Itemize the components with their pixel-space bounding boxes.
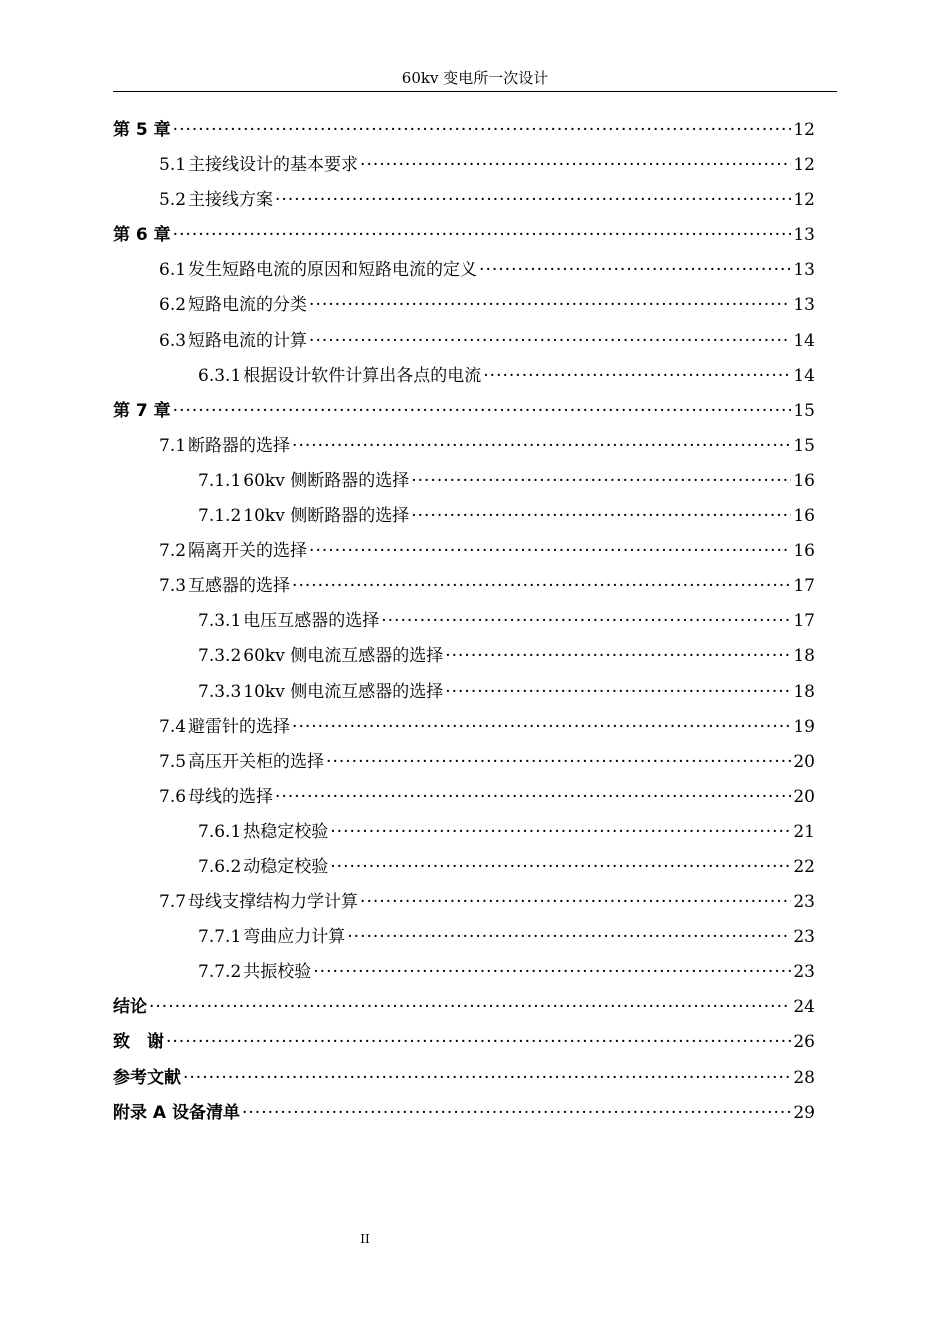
toc-entry-page: 15	[793, 400, 815, 421]
toc-entry-page: 20	[793, 786, 815, 807]
toc-entry[interactable]	[113, 815, 815, 850]
toc-entry[interactable]	[113, 639, 815, 674]
dot-leader	[149, 990, 791, 1025]
toc-entry-number: 7.7.2	[198, 962, 242, 983]
toc-entry-page: 13	[793, 225, 815, 246]
toc-entry-title: 短路电流的分类	[188, 295, 308, 316]
dot-leader	[347, 920, 791, 955]
toc-entry[interactable]	[113, 394, 815, 429]
toc-entry[interactable]	[113, 745, 815, 780]
toc-entry-title: 结论	[113, 997, 147, 1018]
toc-entry-title: 隔离开关的选择	[188, 541, 308, 562]
toc-entry-title: 第 6 章	[113, 225, 171, 246]
toc-entry[interactable]	[113, 955, 815, 990]
toc-entry-page: 22	[793, 856, 815, 877]
toc-entry-number: 6.3	[159, 330, 187, 351]
toc-entry-title: 短路电流的计算	[188, 330, 308, 351]
toc-entry-number: 7.1.1	[198, 470, 242, 491]
toc-entry[interactable]	[113, 1025, 815, 1060]
toc-entry-title: 根据设计软件计算出各点的电流	[243, 365, 482, 386]
dot-leader	[309, 324, 791, 359]
dot-leader	[292, 429, 791, 464]
toc-entry-number: 7.3.2	[198, 646, 242, 667]
toc-entry-number: 7.3.1	[198, 611, 242, 632]
dot-leader	[360, 885, 791, 920]
toc-entry-number: 6.1	[159, 260, 187, 281]
toc-entry-title: 致 谢	[113, 1032, 164, 1053]
toc-entry-title: 避雷针的选择	[188, 716, 291, 737]
toc-entry-title: 电压互感器的选择	[243, 611, 380, 632]
toc-entry[interactable]	[113, 324, 815, 359]
toc-entry-title: 动稳定校验	[243, 856, 329, 877]
toc-entry[interactable]	[113, 253, 815, 288]
toc-entry-page: 12	[793, 155, 815, 176]
toc-entry[interactable]	[113, 1096, 815, 1131]
toc-entry-number: 7.2	[159, 541, 187, 562]
toc-entry-number: 6.2	[159, 295, 187, 316]
dot-leader	[330, 850, 791, 885]
toc-entry-page: 23	[793, 892, 815, 913]
toc-entry-number: 5.2	[159, 190, 187, 211]
toc-entry-title: 共振校验	[243, 962, 312, 983]
toc-entry[interactable]	[113, 710, 815, 745]
toc-entry-number: 7.7	[159, 892, 187, 913]
toc-entry-page: 26	[793, 1032, 815, 1053]
toc-entry-page: 14	[793, 365, 815, 386]
toc-entry-page: 21	[793, 821, 815, 842]
toc-entry-title: 母线支撑结构力学计算	[188, 892, 359, 913]
toc-entry-page: 12	[793, 190, 815, 211]
toc-entry-title: 附录 A 设备清单	[113, 1102, 240, 1123]
toc-entry-title: 60kv 侧电流互感器的选择	[243, 646, 444, 667]
toc-entry-page: 20	[793, 751, 815, 772]
toc-entry[interactable]	[113, 499, 815, 534]
dot-leader	[479, 253, 791, 288]
toc-entry[interactable]	[113, 990, 815, 1025]
toc-entry-page: 16	[793, 506, 815, 527]
toc-entry-number: 7.6	[159, 786, 187, 807]
toc-entry[interactable]	[113, 534, 815, 569]
toc-entry-title: 主接线方案	[188, 190, 274, 211]
page-header	[113, 66, 837, 92]
toc-entry-number: 5.1	[159, 155, 187, 176]
toc-entry[interactable]	[113, 1061, 815, 1096]
toc-entry[interactable]	[113, 464, 815, 499]
dot-leader	[330, 815, 791, 850]
dot-leader	[173, 218, 791, 253]
dot-leader	[326, 745, 791, 780]
toc-entry-number: 7.1.2	[198, 506, 242, 527]
dot-leader	[183, 1061, 791, 1096]
toc-entry-page: 13	[793, 260, 815, 281]
dot-leader	[292, 569, 791, 604]
toc-entry-page: 18	[793, 646, 815, 667]
toc-entry-title: 参考文献	[113, 1067, 181, 1088]
toc-entry-number: 7.3	[159, 576, 187, 597]
toc-entry[interactable]	[113, 183, 815, 218]
toc-entry-page: 13	[793, 295, 815, 316]
dot-leader	[483, 359, 791, 394]
toc-entry-page: 12	[793, 120, 815, 140]
toc-entry-number: 7.6.2	[198, 856, 242, 877]
toc-entry-number: 7.6.1	[198, 821, 242, 842]
toc-entry[interactable]	[113, 148, 815, 183]
toc-entry-number: 7.5	[159, 751, 187, 772]
document-title: 60kv 变电所一次设计	[401, 69, 549, 87]
toc-entry-page: 19	[793, 716, 815, 737]
toc-entry-number: 7.3.3	[198, 681, 242, 702]
dot-leader	[242, 1096, 791, 1131]
toc-entry-title: 第 5 章	[113, 120, 171, 140]
toc-entry[interactable]	[113, 780, 815, 815]
toc-entry-page: 17	[793, 576, 815, 597]
dot-leader	[292, 710, 791, 745]
dot-leader	[173, 113, 791, 148]
toc-entry[interactable]	[113, 288, 815, 323]
toc-entry-title: 弯曲应力计算	[243, 927, 346, 948]
toc-entry-title: 断路器的选择	[188, 435, 291, 456]
toc-entry[interactable]	[113, 218, 815, 253]
dot-leader	[275, 183, 791, 218]
dot-leader	[445, 639, 791, 674]
toc-entry-title: 主接线设计的基本要求	[188, 155, 359, 176]
toc-entry-number: 6.3.1	[198, 365, 242, 386]
toc-entry-page: 17	[793, 611, 815, 632]
page-footer	[345, 1232, 385, 1246]
dot-leader	[445, 675, 791, 710]
dot-leader	[309, 288, 791, 323]
toc-entry[interactable]	[113, 675, 815, 710]
toc-entry-title: 10kv 侧断路器的选择	[243, 506, 410, 527]
toc-entry-page: 28	[793, 1067, 815, 1088]
toc-entry-title: 60kv 侧断路器的选择	[243, 470, 410, 491]
toc-entry-page: 23	[793, 962, 815, 983]
toc-entry[interactable]	[113, 920, 815, 955]
toc-entry-title: 第 7 章	[113, 400, 171, 421]
toc-entry[interactable]	[113, 604, 815, 639]
toc-entry[interactable]	[113, 569, 815, 604]
page-number: II	[360, 1232, 370, 1246]
toc-entry-title: 10kv 侧电流互感器的选择	[243, 681, 444, 702]
toc-entry[interactable]	[113, 359, 815, 394]
dot-leader	[173, 394, 791, 429]
toc-entry-number: 7.4	[159, 716, 187, 737]
toc-entry[interactable]	[113, 850, 815, 885]
toc-entry-page: 16	[793, 541, 815, 562]
dot-leader	[411, 464, 791, 499]
toc-entry-title: 互感器的选择	[188, 576, 291, 597]
dot-leader	[411, 499, 791, 534]
toc-entry-number: 7.7.1	[198, 927, 242, 948]
toc-entry[interactable]	[113, 429, 815, 464]
toc-entry-page: 23	[793, 927, 815, 948]
toc-entry-page: 29	[793, 1102, 815, 1123]
toc-entry-page: 14	[793, 330, 815, 351]
toc-entry-page: 18	[793, 681, 815, 702]
toc-entry-number: 7.1	[159, 435, 187, 456]
toc-entry-title: 发生短路电流的原因和短路电流的定义	[188, 260, 478, 281]
toc-entry[interactable]	[113, 885, 815, 920]
dot-leader	[360, 148, 791, 183]
toc-entry-title: 高压开关柜的选择	[188, 751, 325, 772]
dot-leader	[313, 955, 791, 990]
dot-leader	[381, 604, 791, 639]
toc-entry-title: 热稳定校验	[243, 821, 329, 842]
toc-entry[interactable]	[113, 113, 815, 148]
table-of-contents	[113, 113, 815, 1131]
toc-entry-page: 24	[793, 997, 815, 1018]
dot-leader	[309, 534, 791, 569]
toc-entry-page: 16	[793, 470, 815, 491]
dot-leader	[166, 1025, 791, 1060]
dot-leader	[275, 780, 791, 815]
toc-entry-page: 15	[793, 435, 815, 456]
toc-entry-title: 母线的选择	[188, 786, 274, 807]
